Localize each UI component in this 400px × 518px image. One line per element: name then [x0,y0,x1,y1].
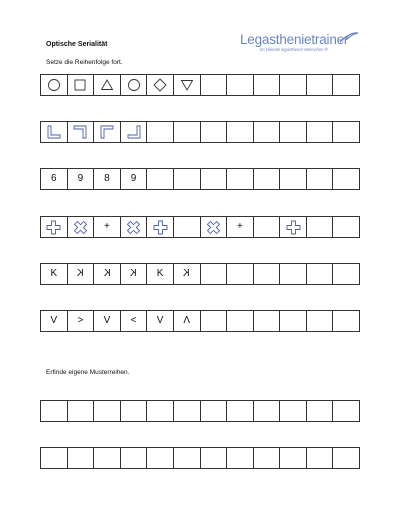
answer-cell[interactable] [201,448,228,469]
answer-cell[interactable] [68,75,95,96]
answer-cell[interactable] [147,401,174,422]
answer-cell[interactable] [201,217,228,238]
answer-cell[interactable] [41,264,68,285]
answer-cell[interactable] [227,122,254,143]
blank-pattern-row [40,447,360,469]
answer-cell[interactable] [201,401,228,422]
answer-cell[interactable] [174,122,201,143]
answer-cell[interactable] [280,169,307,190]
worksheet-title: Optische Serialität [46,41,108,48]
answer-cell[interactable] [41,401,68,422]
cell-symbol: > [77,315,84,326]
answer-cell[interactable] [174,169,201,190]
square-icon [73,78,87,92]
cell-symbol: V [50,315,58,326]
answer-cell[interactable] [147,264,174,285]
cell-symbol: + [236,221,243,232]
answer-cell[interactable] [280,401,307,422]
answer-cell[interactable] [121,75,148,96]
answer-cell[interactable] [174,264,201,285]
pattern-row [40,121,360,143]
answer-cell[interactable] [147,311,174,332]
corner-bottom-right-icon [127,125,141,139]
answer-cell[interactable] [201,264,228,285]
answer-cell[interactable] [41,75,68,96]
answer-cell[interactable] [41,169,68,190]
answer-cell[interactable] [68,217,95,238]
triangle-up-icon [100,78,114,92]
answer-cell[interactable] [94,122,121,143]
answer-cell[interactable] [333,217,360,238]
cell-symbol: + [104,221,110,232]
answer-cell[interactable] [68,264,95,285]
answer-cell[interactable] [227,75,254,96]
corner-top-left-icon [100,125,114,139]
answer-cell[interactable] [307,311,334,332]
answer-cell[interactable] [307,264,334,285]
pattern-row [40,263,360,285]
answer-cell[interactable] [307,75,334,96]
answer-cell[interactable] [201,311,228,332]
answer-cell[interactable] [227,217,254,238]
x-outline-icon [206,220,221,235]
pattern-row [40,310,360,332]
answer-cell[interactable] [333,264,360,285]
answer-cell[interactable] [254,401,281,422]
answer-cell[interactable] [121,311,148,332]
cell-symbol: K [103,268,111,279]
answer-cell[interactable] [227,401,254,422]
cell-symbol: K [183,268,191,279]
answer-cell[interactable] [41,448,68,469]
answer-cell[interactable] [94,217,121,238]
answer-cell[interactable] [41,311,68,332]
answer-cell[interactable] [227,448,254,469]
answer-cell[interactable] [333,448,360,469]
answer-cell[interactable] [254,217,281,238]
x-outline-icon [126,220,141,235]
pattern-row [40,168,360,190]
cell-symbol: K [50,268,58,279]
answer-cell[interactable] [147,122,174,143]
answer-cell[interactable] [333,311,360,332]
answer-cell[interactable] [227,169,254,190]
answer-cell[interactable] [280,448,307,469]
answer-cell[interactable] [227,311,254,332]
cell-symbol: K [156,268,164,279]
circle-icon [47,78,61,92]
answer-cell[interactable] [333,401,360,422]
answer-cell[interactable] [174,401,201,422]
answer-cell[interactable] [68,401,95,422]
answer-cell[interactable] [94,169,121,190]
answer-cell[interactable] [94,264,121,285]
answer-cell[interactable] [174,75,201,96]
answer-cell[interactable] [254,448,281,469]
answer-cell[interactable] [333,122,360,143]
cell-symbol: Λ [183,315,191,326]
corner-bottom-left-icon [47,125,61,139]
answer-cell[interactable] [333,75,360,96]
pattern-row [40,74,360,96]
circle-icon [127,78,141,92]
diamond-icon [153,78,167,92]
cell-symbol: V [156,315,164,326]
answer-cell[interactable] [280,264,307,285]
cell-symbol: 6 [51,173,57,184]
answer-cell[interactable] [147,75,174,96]
answer-cell[interactable] [333,169,360,190]
answer-cell[interactable] [280,311,307,332]
answer-cell[interactable] [307,448,334,469]
answer-cell[interactable] [174,448,201,469]
logo [240,30,360,60]
answer-cell[interactable] [254,169,281,190]
answer-cell[interactable] [147,217,174,238]
answer-cell[interactable] [254,264,281,285]
answer-cell[interactable] [307,169,334,190]
answer-cell[interactable] [121,401,148,422]
cell-symbol: < [130,315,137,326]
logo-tagline: Im Dienste legasthener Menschen ® [260,47,328,52]
answer-cell[interactable] [94,75,121,96]
answer-cell[interactable] [201,169,228,190]
answer-cell[interactable] [121,217,148,238]
answer-cell[interactable] [94,401,121,422]
answer-cell[interactable] [227,264,254,285]
cell-symbol: 9 [130,173,137,184]
answer-cell[interactable] [254,75,281,96]
answer-cell[interactable] [68,122,95,143]
answer-cell[interactable] [41,217,68,238]
answer-cell[interactable] [280,217,307,238]
answer-cell[interactable] [121,264,148,285]
answer-cell[interactable] [174,217,201,238]
answer-cell[interactable] [147,448,174,469]
instruction-text-own-patterns: Erfinde eigene Musterreihen. [46,369,130,376]
logo-name: Legasthenietrainer [240,32,349,47]
answer-cell[interactable] [307,401,334,422]
cell-symbol: K [130,268,137,279]
answer-cell[interactable] [280,122,307,143]
answer-cell[interactable] [201,75,228,96]
answer-cell[interactable] [68,311,95,332]
answer-cell[interactable] [254,122,281,143]
answer-cell[interactable] [254,311,281,332]
cell-symbol: 9 [77,173,84,184]
corner-top-right-icon [73,125,87,139]
answer-cell[interactable] [280,75,307,96]
x-outline-icon [73,220,88,235]
plus-outline-icon [46,220,61,235]
answer-cell[interactable] [307,122,334,143]
answer-cell[interactable] [68,169,95,190]
blank-pattern-row [40,400,360,422]
answer-cell[interactable] [174,311,201,332]
answer-cell[interactable] [94,311,121,332]
plus-outline-icon [286,220,301,235]
answer-cell[interactable] [147,169,174,190]
cell-symbol: 8 [104,173,110,184]
answer-cell[interactable] [121,169,148,190]
instruction-text: Setze die Reihenfolge fort. [46,59,123,66]
answer-cell[interactable] [68,448,95,469]
pattern-row [40,216,360,238]
cell-symbol: V [103,315,111,326]
answer-cell[interactable] [121,448,148,469]
plus-outline-icon [153,220,168,235]
answer-cell[interactable] [94,448,121,469]
answer-cell[interactable] [41,122,68,143]
answer-cell[interactable] [307,217,334,238]
answer-cell[interactable] [201,122,228,143]
answer-cell[interactable] [121,122,148,143]
triangle-down-icon [180,78,194,92]
cell-symbol: K [77,268,84,279]
